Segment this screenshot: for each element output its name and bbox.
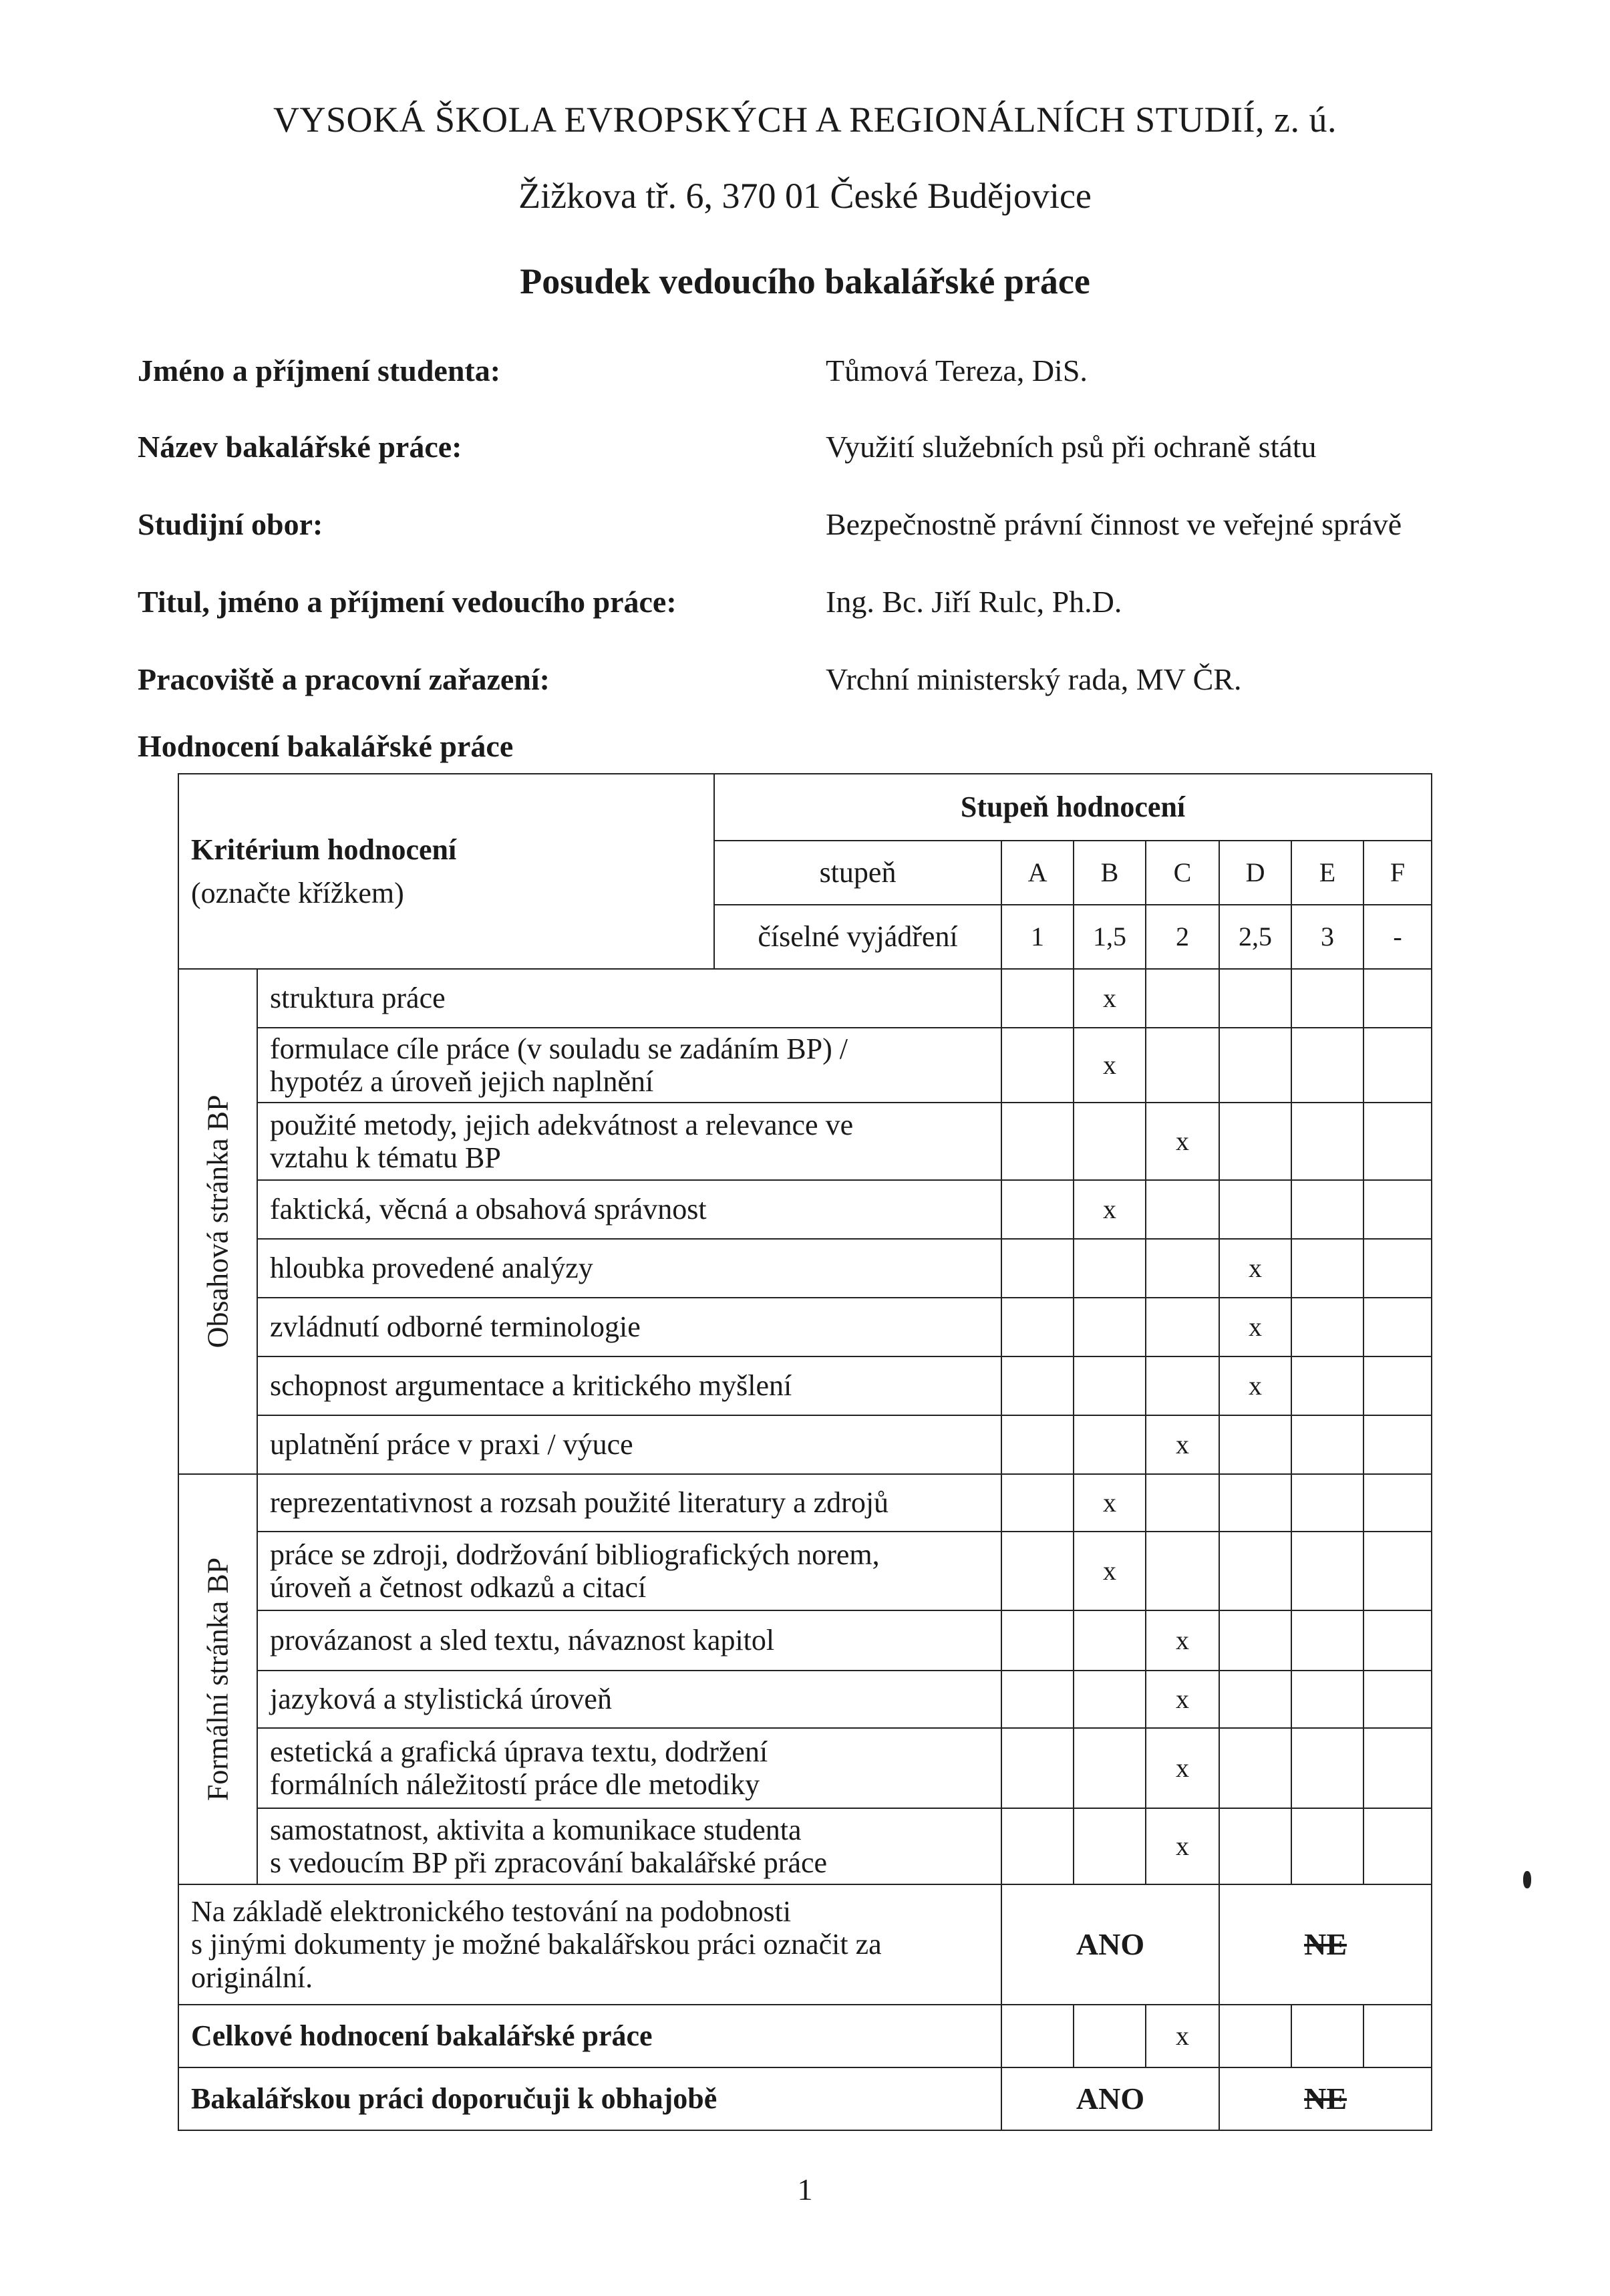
grade-b: B xyxy=(1074,841,1146,905)
mark-x: x xyxy=(1219,1298,1291,1356)
grade-f: F xyxy=(1363,841,1432,905)
thesis-title-label: Název bakalářské práce: xyxy=(138,430,462,464)
criterion-row: práce se zdroji, dodržování bibliografických norem, úroveň a četnost odkazů a citací xyxy=(257,1532,1001,1610)
mark-x: x xyxy=(1219,1356,1291,1415)
mark-x: x xyxy=(1146,1808,1219,1884)
criterion-row: použité metody, jejich adekvátnost a relevance ve vztahu k tématu BP xyxy=(257,1103,1001,1180)
recommend-no: NE xyxy=(1219,2067,1432,2130)
criterion-note: (označte křížkem) xyxy=(191,877,404,909)
numeric-d: 2,5 xyxy=(1219,905,1291,969)
mark-x: x xyxy=(1074,1532,1146,1610)
student-name-label: Jméno a příjmení studenta: xyxy=(138,353,501,388)
page-number: 1 xyxy=(797,2172,813,2206)
numeric-a: 1 xyxy=(1001,905,1074,969)
workplace-label: Pracoviště a pracovní zařazení: xyxy=(138,662,550,696)
numeric-label: číselné vyjádření xyxy=(714,905,1001,969)
originality-yes: ANO xyxy=(1001,1884,1219,2005)
overall-mark-x: x xyxy=(1146,2005,1219,2067)
criterion-row: zvládnutí odborné terminologie xyxy=(257,1298,1001,1356)
criterion-row: struktura práce xyxy=(257,969,1001,1028)
supervisor-value: Ing. Bc. Jiří Rulc, Ph.D. xyxy=(826,585,1122,619)
evaluation-table xyxy=(178,773,1432,2131)
mark-x: x xyxy=(1146,1415,1219,1474)
mark-x: x xyxy=(1146,1103,1219,1180)
criterion-row: faktická, věcná a obsahová správnost xyxy=(257,1180,1001,1239)
criterion-row: provázanost a sled textu, návaznost kapitol xyxy=(257,1610,1001,1671)
recommend-label: Bakalářskou práci doporučuji k obhajobě xyxy=(178,2067,1001,2130)
mark-x: x xyxy=(1074,1474,1146,1532)
grade-a: A xyxy=(1001,841,1074,905)
student-name-value: Tůmová Tereza, DiS. xyxy=(826,353,1088,388)
grade-c: C xyxy=(1146,841,1219,905)
recommend-yes: ANO xyxy=(1001,2067,1219,2130)
criterion-header xyxy=(178,774,714,969)
numeric-b: 1,5 xyxy=(1074,905,1146,969)
ink-spot xyxy=(1523,1871,1531,1888)
criterion-row: estetická a grafická úprava textu, dodržení formálních náležitostí práce dle metodiky xyxy=(257,1728,1001,1808)
mark-x: x xyxy=(1146,1728,1219,1808)
criterion-row: schopnost argumentace a kritického myšlení xyxy=(257,1356,1001,1415)
criterion-row: uplatnění práce v praxi / výuce xyxy=(257,1415,1001,1474)
workplace-value: Vrchní ministerský rada, MV ČR. xyxy=(826,662,1242,696)
mark-x: x xyxy=(1146,1671,1219,1728)
numeric-c: 2 xyxy=(1146,905,1219,969)
grade-label: stupeň xyxy=(714,841,1001,905)
study-field-label: Studijní obor: xyxy=(138,507,323,541)
grade-d: D xyxy=(1219,841,1291,905)
supervisor-label: Titul, jméno a příjmení vedoucího práce: xyxy=(138,585,677,619)
study-field-value: Bezpečnostně právní činnost ve veřejné správě xyxy=(826,507,1402,541)
originality-no: NE xyxy=(1219,1884,1432,2005)
overall-label: Celkové hodnocení bakalářské práce xyxy=(178,2005,1001,2067)
criterion-title: Kritérium hodnocení xyxy=(191,833,457,866)
mark-x: x xyxy=(1074,969,1146,1028)
evaluation-heading: Hodnocení bakalářské práce xyxy=(138,729,514,763)
document-title: Posudek vedoucího bakalářské práce xyxy=(520,261,1090,301)
criterion-row: samostatnost, aktivita a komunikace studenta s vedoucím BP při zpracování bakalářské práce xyxy=(257,1808,1001,1884)
school-address: Žižkova tř. 6, 370 01 České Budějovice xyxy=(518,176,1092,216)
mark-x: x xyxy=(1074,1028,1146,1103)
numeric-e: 3 xyxy=(1291,905,1363,969)
criterion-row: reprezentativnost a rozsah použité literatury a zdrojů xyxy=(257,1474,1001,1532)
criterion-row: jazyková a stylistická úroveň xyxy=(257,1671,1001,1728)
mark-x: x xyxy=(1146,1610,1219,1671)
section-formal-label: Formální stránka BP xyxy=(178,1474,257,1884)
thesis-title-value: Využití služebních psů při ochraně státu xyxy=(826,430,1317,464)
school-name: VYSOKÁ ŠKOLA EVROPSKÝCH A REGIONÁLNÍCH STUDIÍ, z. ú. xyxy=(273,100,1337,140)
originality-text: Na základě elektronického testování na podobnosti s jinými dokumenty je možné bakalářskou práci označit za originální. xyxy=(178,1884,1001,2005)
section-content-label: Obsahová stránka BP xyxy=(178,969,257,1474)
grade-e: E xyxy=(1291,841,1363,905)
criterion-row: formulace cíle práce (v souladu se zadáním BP) / hypotéz a úroveň jejich naplnění xyxy=(257,1028,1001,1103)
grade-title: Stupeň hodnocení xyxy=(714,774,1432,841)
mark-x: x xyxy=(1219,1239,1291,1298)
mark-x: x xyxy=(1074,1180,1146,1239)
criterion-row: hloubka provedené analýzy xyxy=(257,1239,1001,1298)
numeric-f: - xyxy=(1363,905,1432,969)
